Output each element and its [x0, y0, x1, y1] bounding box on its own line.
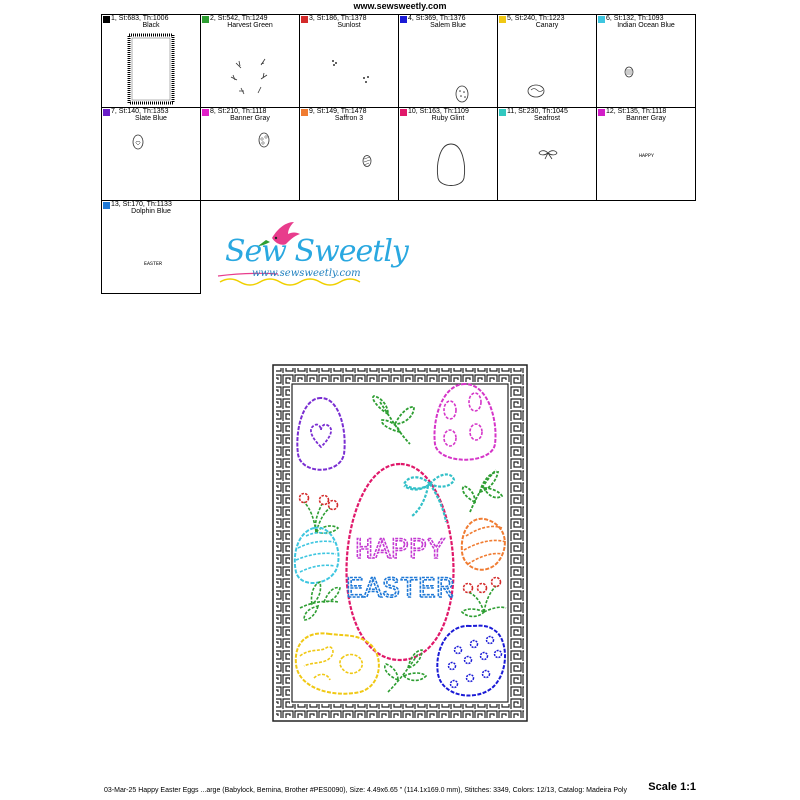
color-cell-11	[497, 107, 597, 201]
color-title: 11, St:230, Th:1045	[507, 108, 568, 115]
embroidery-design-preview	[270, 362, 530, 724]
color-name: Salem Blue	[430, 22, 466, 29]
color-title: 10, St:163, Th:1109	[408, 108, 469, 115]
easter-text: EASTER	[345, 573, 455, 607]
color-cell-5	[497, 14, 597, 108]
color-title: 5, St:240, Th:1223	[507, 15, 565, 22]
color-name: Sunlost	[337, 22, 361, 29]
color-title: 7, St:140, Th:1353	[111, 108, 169, 115]
right-berry-sprig	[462, 578, 506, 617]
color-name: Canary	[535, 22, 559, 29]
color-cell-1	[101, 14, 201, 108]
color-title: 1, St:683, Th:1006	[111, 15, 169, 22]
color-cell-3	[299, 14, 399, 108]
color-name: Seafrost	[533, 115, 561, 122]
color-name: Black	[142, 22, 160, 29]
yellow-patterned-egg	[296, 633, 379, 693]
color-title: 9, St:149, Th:1478	[309, 108, 367, 115]
color-title: 3, St:186, Th:1378	[309, 15, 367, 22]
purple-heart-egg	[297, 398, 344, 470]
color-cell-4	[398, 14, 498, 108]
color-cell-6	[596, 14, 696, 108]
blue-striped-egg	[295, 528, 339, 583]
top-leaf-sprig	[373, 396, 414, 444]
color-title: 13, St:170, Th:1133	[111, 201, 172, 208]
color-title: 12, St:135, Th:1118	[606, 108, 667, 115]
center-easter-egg	[346, 464, 454, 660]
logo-url: www.sewsweetly.com	[252, 268, 361, 279]
orange-striped-egg	[462, 519, 506, 570]
color-cell-8	[200, 107, 300, 201]
color-title: 2, St:542, Th:1249	[210, 15, 268, 22]
happy-text: HAPPY	[354, 534, 446, 568]
left-berry-sprig	[300, 494, 339, 534]
site-url: www.sewsweetly.com	[353, 1, 447, 11]
color-name: Indian Ocean Blue	[617, 22, 675, 29]
color-cell-9	[299, 107, 399, 201]
color-name: Dolphin Blue	[131, 208, 171, 215]
footer-info: 03-Mar-25 Happy Easter Eggs ...arge (Babylock, Bernina, Brother #PES0090), Size: 4.49x6.65 " (114.1x169.0 mm), Stitches: 3349, Colors: 12/13, Catalog: Madeira Poly	[104, 787, 627, 794]
color-name: Banner Gray	[230, 115, 270, 122]
cell-13-easter-text: EASTER	[144, 261, 163, 267]
color-name: Slate Blue	[135, 115, 167, 122]
color-title: 6, St:132, Th:1093	[606, 15, 664, 22]
color-name: Banner Gray	[626, 115, 666, 122]
pink-spotted-egg	[434, 384, 495, 460]
color-cell-12	[596, 107, 696, 201]
color-cell-13	[101, 200, 201, 294]
logo-text: Sew Sweetly	[225, 234, 408, 269]
color-cell-7	[101, 107, 201, 201]
color-name: Harvest Green	[227, 22, 273, 29]
footer-scale: Scale 1:1	[648, 781, 696, 793]
color-title: 8, St:210, Th:1118	[210, 108, 267, 115]
navy-dotted-egg	[437, 626, 505, 696]
color-cell-2	[200, 14, 300, 108]
color-name: Saffron 3	[334, 115, 364, 122]
bottom-leaf-sprig	[385, 650, 426, 692]
sew-sweetly-logo	[210, 216, 408, 296]
left-lower-sprig	[300, 582, 340, 620]
color-cell-10	[398, 107, 498, 201]
cell-12-happy-text: HAPPY	[639, 153, 655, 159]
color-name: Ruby Glint	[431, 115, 465, 122]
color-title: 4, St:369, Th:1376	[408, 15, 466, 22]
right-leaf-sprig	[463, 470, 502, 512]
